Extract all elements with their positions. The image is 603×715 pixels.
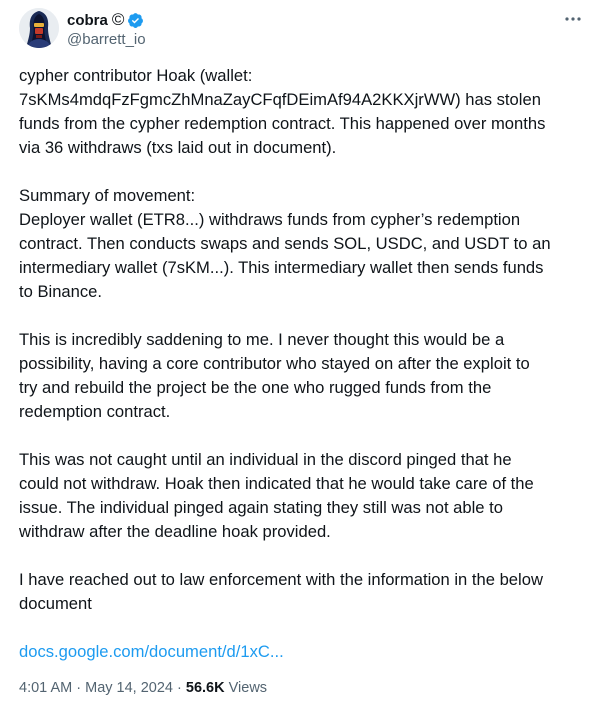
paragraph-gap — [19, 544, 589, 568]
name-row — [67, 10, 146, 30]
tweet-text — [19, 64, 589, 616]
paragraph-4-line-2: could not withdraw. Hoak then indicated that he would take care of the — [19, 474, 534, 493]
paragraph-2-line-3: contract. Then conducts swaps and sends SOL, USDC, and USDT to an — [19, 234, 551, 253]
paragraph-gap — [19, 424, 589, 448]
avatar[interactable] — [19, 8, 59, 48]
paragraph-gap — [19, 160, 589, 184]
display-name[interactable]: cobra — [67, 11, 108, 29]
paragraph-gap — [19, 304, 589, 328]
paragraph-1-line-2: 7sKMs4mdqFzFgmcZhMnaZayCFqfDEimAf94A2KKXjrWW) has stolen — [19, 90, 541, 109]
paragraph-1-line-1: cypher contributor Hoak (wallet: — [19, 66, 253, 85]
document-link[interactable]: docs.google.com/document/d/1xC... — [19, 642, 284, 661]
paragraph-4-line-1: This was not caught until an individual in the discord pinged that he — [19, 450, 512, 469]
paragraph-5-line-2: document — [19, 594, 92, 613]
author-names — [67, 10, 146, 48]
tweet-time[interactable]: 4:01 AM — [19, 680, 73, 696]
meta-separator: · — [177, 680, 182, 696]
paragraph-4-line-3: issue. The individual pinged again stating they still was not able to — [19, 498, 503, 517]
views-label: Views — [228, 680, 268, 696]
paragraph-3-line-4: redemption contract. — [19, 402, 171, 421]
tweet-date[interactable]: May 14, 2024 — [85, 680, 173, 696]
verified-badge-icon — [127, 12, 144, 29]
author-handle[interactable]: @barrett_io — [67, 31, 146, 48]
paragraph-3-line-1: This is incredibly saddening to me. I never thought this would be a — [19, 330, 505, 349]
tweet-meta — [19, 677, 267, 699]
paragraph-2-line-2: Deployer wallet (ETR8...) withdraws funds from cypher’s redemption — [19, 210, 521, 229]
views-count[interactable]: 56.6K — [185, 680, 225, 696]
paragraph-1-line-4: via 36 withdraws (txs laid out in document). — [19, 138, 337, 157]
tweet-header — [19, 8, 587, 52]
paragraph-5-line-1: I have reached out to law enforcement with the information in the below — [19, 570, 543, 589]
paragraph-3-line-2: possibility, having a core contributor who stayed on after the exploit to — [19, 354, 530, 373]
copyright-symbol: © — [111, 10, 125, 29]
paragraph-4-line-4: withdraw after the deadline hoak provided. — [19, 522, 331, 541]
more-options-icon[interactable] — [563, 12, 583, 26]
paragraph-2-line-5: to Binance. — [19, 282, 103, 301]
meta-separator: · — [76, 680, 82, 696]
paragraph-2-line-4: intermediary wallet (7sKM...). This intermediary wallet then sends funds — [19, 258, 544, 277]
paragraph-2-line-1: Summary of movement: — [19, 186, 196, 205]
paragraph-3-line-3: try and rebuild the project be the one who rugged funds from the — [19, 378, 492, 397]
paragraph-1-line-3: funds from the cypher redemption contract. This happened over months — [19, 114, 546, 133]
